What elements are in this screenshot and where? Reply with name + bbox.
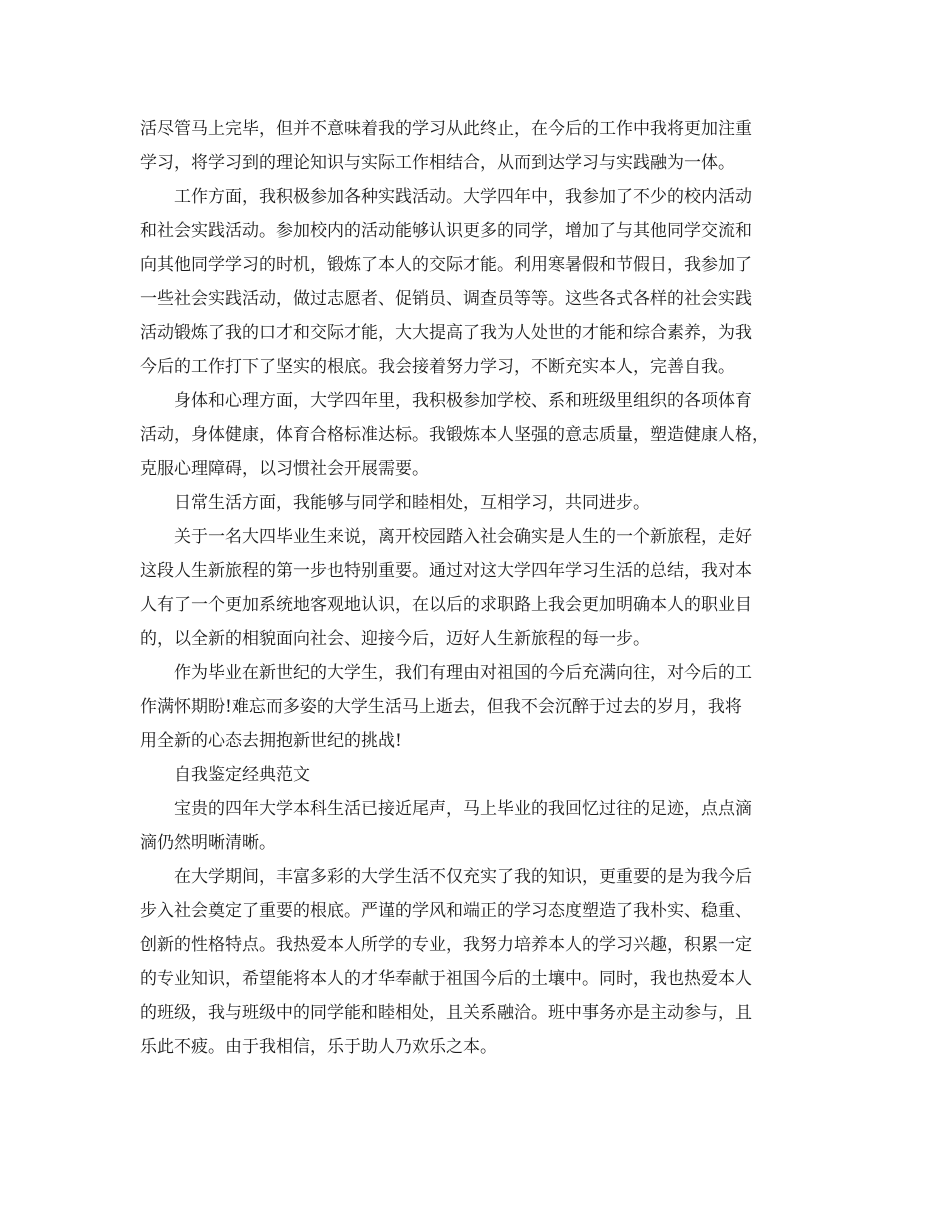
paragraph-7: 宝贵的四年大学本科生活已接近尾声，马上毕业的我回忆过往的足迹，点点滴 滴仍然明晰清晰。 [140, 799, 752, 853]
paragraph-1: 活尽管马上完毕，但并不意味着我的学习从此终止，在今后的工作中我将更加注重 学习，将学习到的理论知识与实际工作相结合，从而到达学习与实践融为一体。 [140, 119, 752, 173]
paragraph-3: 身体和心理方面，大学四年里，我积极参加学校、系和班级里组织的各项体育 活动，身体健康，体育合格标准达标。我锻炼本人坚强的意志质量，塑造健康人格， 克服心理障碍，以习惯社会开展需要。 [140, 391, 769, 479]
paragraph-2: 工作方面，我积极参加各种实践活动。大学四年中，我参加了不少的校内活动 和社会实践活动。参加校内的活动能够认识更多的同学，增加了与其他同学交流和 向其他同学学习的时机，锻炼了本人的交际才能。利用寒暑假和节假日，我参加了 一些社会实践活动，做过志愿者、促销员、调查员等等。这些各式各样的社会实践 活动锻炼了我的口才和交际才能，大大提高了我为人处世的才能和综合素养，为我 今后的工作打下了坚实的根底。我会接着努力学习，不断充实本人，完善自我。 [140, 187, 752, 377]
paragraph-4: 日常生活方面，我能够与同学和睦相处，互相学习，共同进步。 [174, 493, 650, 513]
paragraph-8: 在大学期间，丰富多彩的大学生活不仅充实了我的知识，更重要的是为我今后 步入社会奠定了重要的根底。严谨的学风和端正的学习态度塑造了我朴实、稳重、 创新的性格特点。我热爱本人所学的专业，我努力培养本人的学习兴趣，积累一定 的专业知识，希望能将本人的才华奉献于祖国今后的土壤中。同时，我也热爱本人 的班级，我与班级中的同学能和睦相处，且关系融洽。班中事务亦是主动参与，且 乐此不疲。由于我相信，乐于助人乃欢乐之本。 [140, 867, 752, 1057]
paragraph-6: 作为毕业在新世纪的大学生，我们有理由对祖国的今后充满向往，对今后的工 作满怀期盼!难忘而多姿的大学生活马上逝去，但我不会沉醉于过去的岁月，我将 用全新的心态去拥抱新世纪的挑战! [140, 663, 752, 751]
section-heading: 自我鉴定经典范文 [174, 765, 310, 785]
paragraph-5: 关于一名大四毕业生来说，离开校园踏入社会确实是人生的一个新旅程，走好 这段人生新旅程的第一步也特别重要。通过对这大学四年学习生活的总结，我对本 人有了一个更加系统地客观地认识，在以后的求职路上我会更加明确本人的职业目 的，以全新的相貌面向社会、迎接今后，迈好人生新旅程的每一步。 [140, 527, 752, 649]
document-body [140, 112, 822, 1064]
